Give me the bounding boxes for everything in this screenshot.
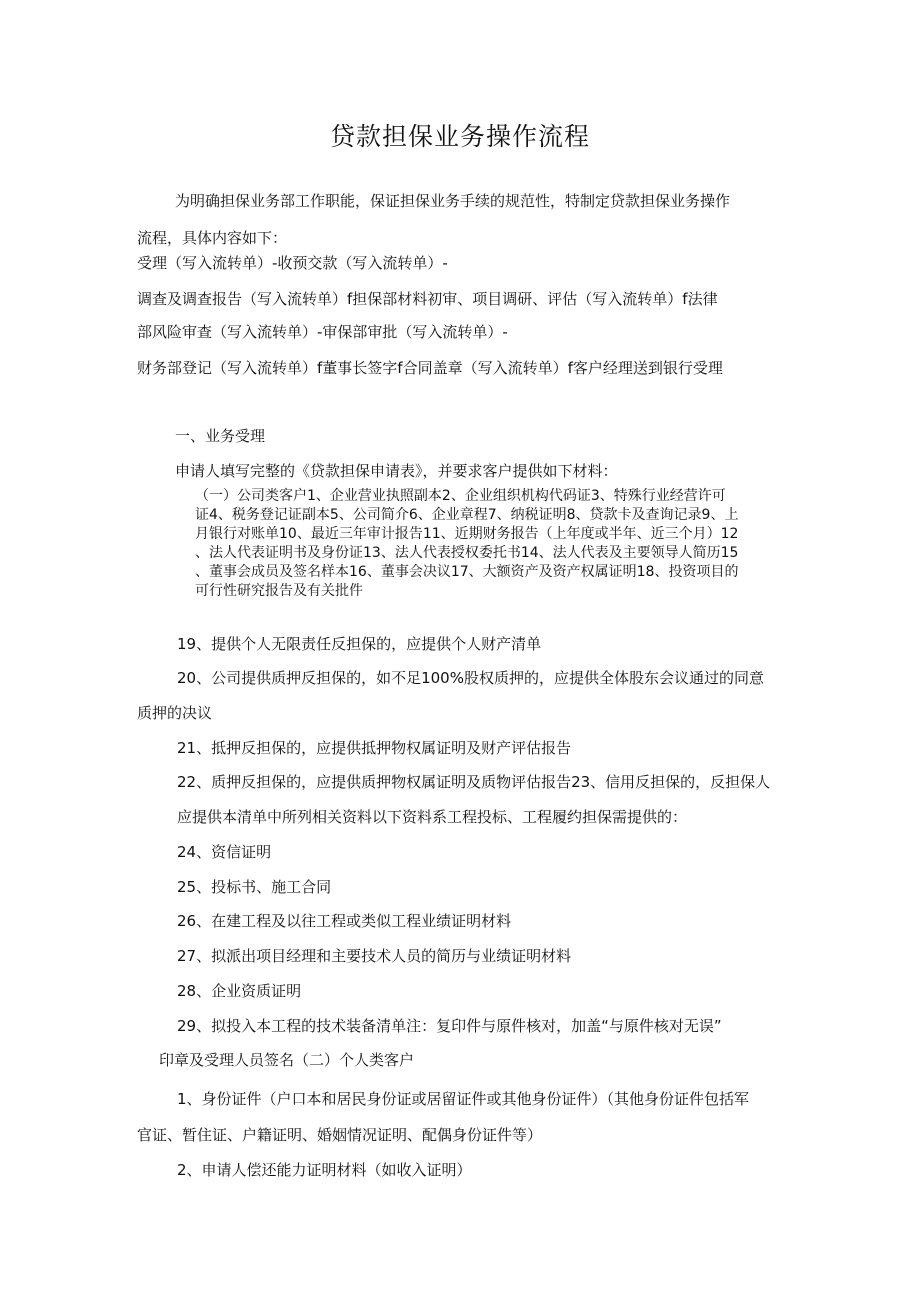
flow-line-1: 受理（写入流转单）-收预交款（写入流转单）- bbox=[137, 254, 448, 272]
flow-line-2: 调查及调查报告（写入流转单）f担保部材料初审、项目调研、评估（写入流转单）f法律 bbox=[137, 290, 718, 308]
company-line: 可行性研究报告及有关批件 bbox=[195, 583, 363, 599]
item-20-line-1: 20、公司提供质押反担保的，如不足100%股权质押的，应提供全体股东会议通过的同意 bbox=[177, 669, 764, 687]
company-line: 月银行对账单10、最近三年审计报告11、近期财务报告（上年度或半年、近三个月）12 bbox=[195, 526, 739, 542]
company-line: （一）公司类客户1、企业营业执照副本2、企业组织机构代码证3、特殊行业经营许可 bbox=[195, 488, 726, 504]
personal-item-1-line-1: 1、身份证件（户口本和居民身份证或居留证件或其他身份证件）（其他身份证件包括军 bbox=[177, 1090, 750, 1108]
section-heading: 一、业务受理 bbox=[175, 427, 266, 445]
item-24: 24、资信证明 bbox=[177, 843, 272, 861]
personal-item-2: 2、申请人偿还能力证明材料（如收入证明） bbox=[177, 1161, 472, 1179]
item-22-line-1: 22、质押反担保的，应提供质押物权属证明及质物评估报告23、信用反担保的，反担保人 bbox=[177, 773, 771, 791]
item-20-line-2: 质押的决议 bbox=[137, 704, 213, 722]
item-21: 21、抵押反担保的，应提供抵押物权属证明及财产评估报告 bbox=[177, 739, 572, 757]
flow-line-4: 财务部登记（写入流转单）f董事长签字f合同盖章（写入流转单）f客户经理送到银行受理 bbox=[137, 359, 723, 377]
stamp-line: 印章及受理人员签名（二）个人类客户 bbox=[159, 1051, 415, 1069]
intro-line-2: 流程，具体内容如下： bbox=[137, 229, 288, 247]
item-26: 26、在建工程及以往工程或类似工程业绩证明材料 bbox=[177, 912, 512, 930]
intro-line-1: 为明确担保业务部工作职能，保证担保业务手续的规范性，特制定贷款担保业务操作 bbox=[175, 192, 731, 210]
item-25: 25、投标书、施工合同 bbox=[177, 878, 332, 896]
company-line: 、法人代表证明书及身份证13、法人代表授权委托书14、法人代表及主要领导人简历15 bbox=[195, 545, 739, 561]
item-27: 27、拟派出项目经理和主要技术人员的简历与业绩证明材料 bbox=[177, 947, 572, 965]
company-line: 、董事会成员及签名样本16、董事会决议17、大额资产及资产权属证明18、投资项目的 bbox=[195, 564, 739, 580]
item-19: 19、提供个人无限责任反担保的，应提供个人财产清单 bbox=[177, 635, 542, 653]
item-22-line-2: 应提供本清单中所列相关资料以下资料系工程投标、工程履约担保需提供的： bbox=[177, 808, 688, 826]
item-28: 28、企业资质证明 bbox=[177, 982, 302, 1000]
company-line: 证4、税务登记证副本5、公司简介6、企业章程7、纳税证明8、贷款卡及查询记录9、上 bbox=[195, 507, 739, 523]
item-29: 29、拟投入本工程的技术装备清单注：复印件与原件核对，加盖“与原件核对无误” bbox=[177, 1017, 722, 1035]
personal-item-1-line-2: 官证、暂住证、户籍证明、婚姻情况证明、配偶身份证件等） bbox=[137, 1126, 543, 1144]
section-lead: 申请人填写完整的《贷款担保申请表》，并要求客户提供如下材料： bbox=[175, 462, 618, 480]
flow-line-3: 部风险审查（写入流转单）-审保部审批（写入流转单）- bbox=[137, 323, 508, 341]
document-title: 贷款担保业务操作流程 bbox=[329, 122, 590, 151]
